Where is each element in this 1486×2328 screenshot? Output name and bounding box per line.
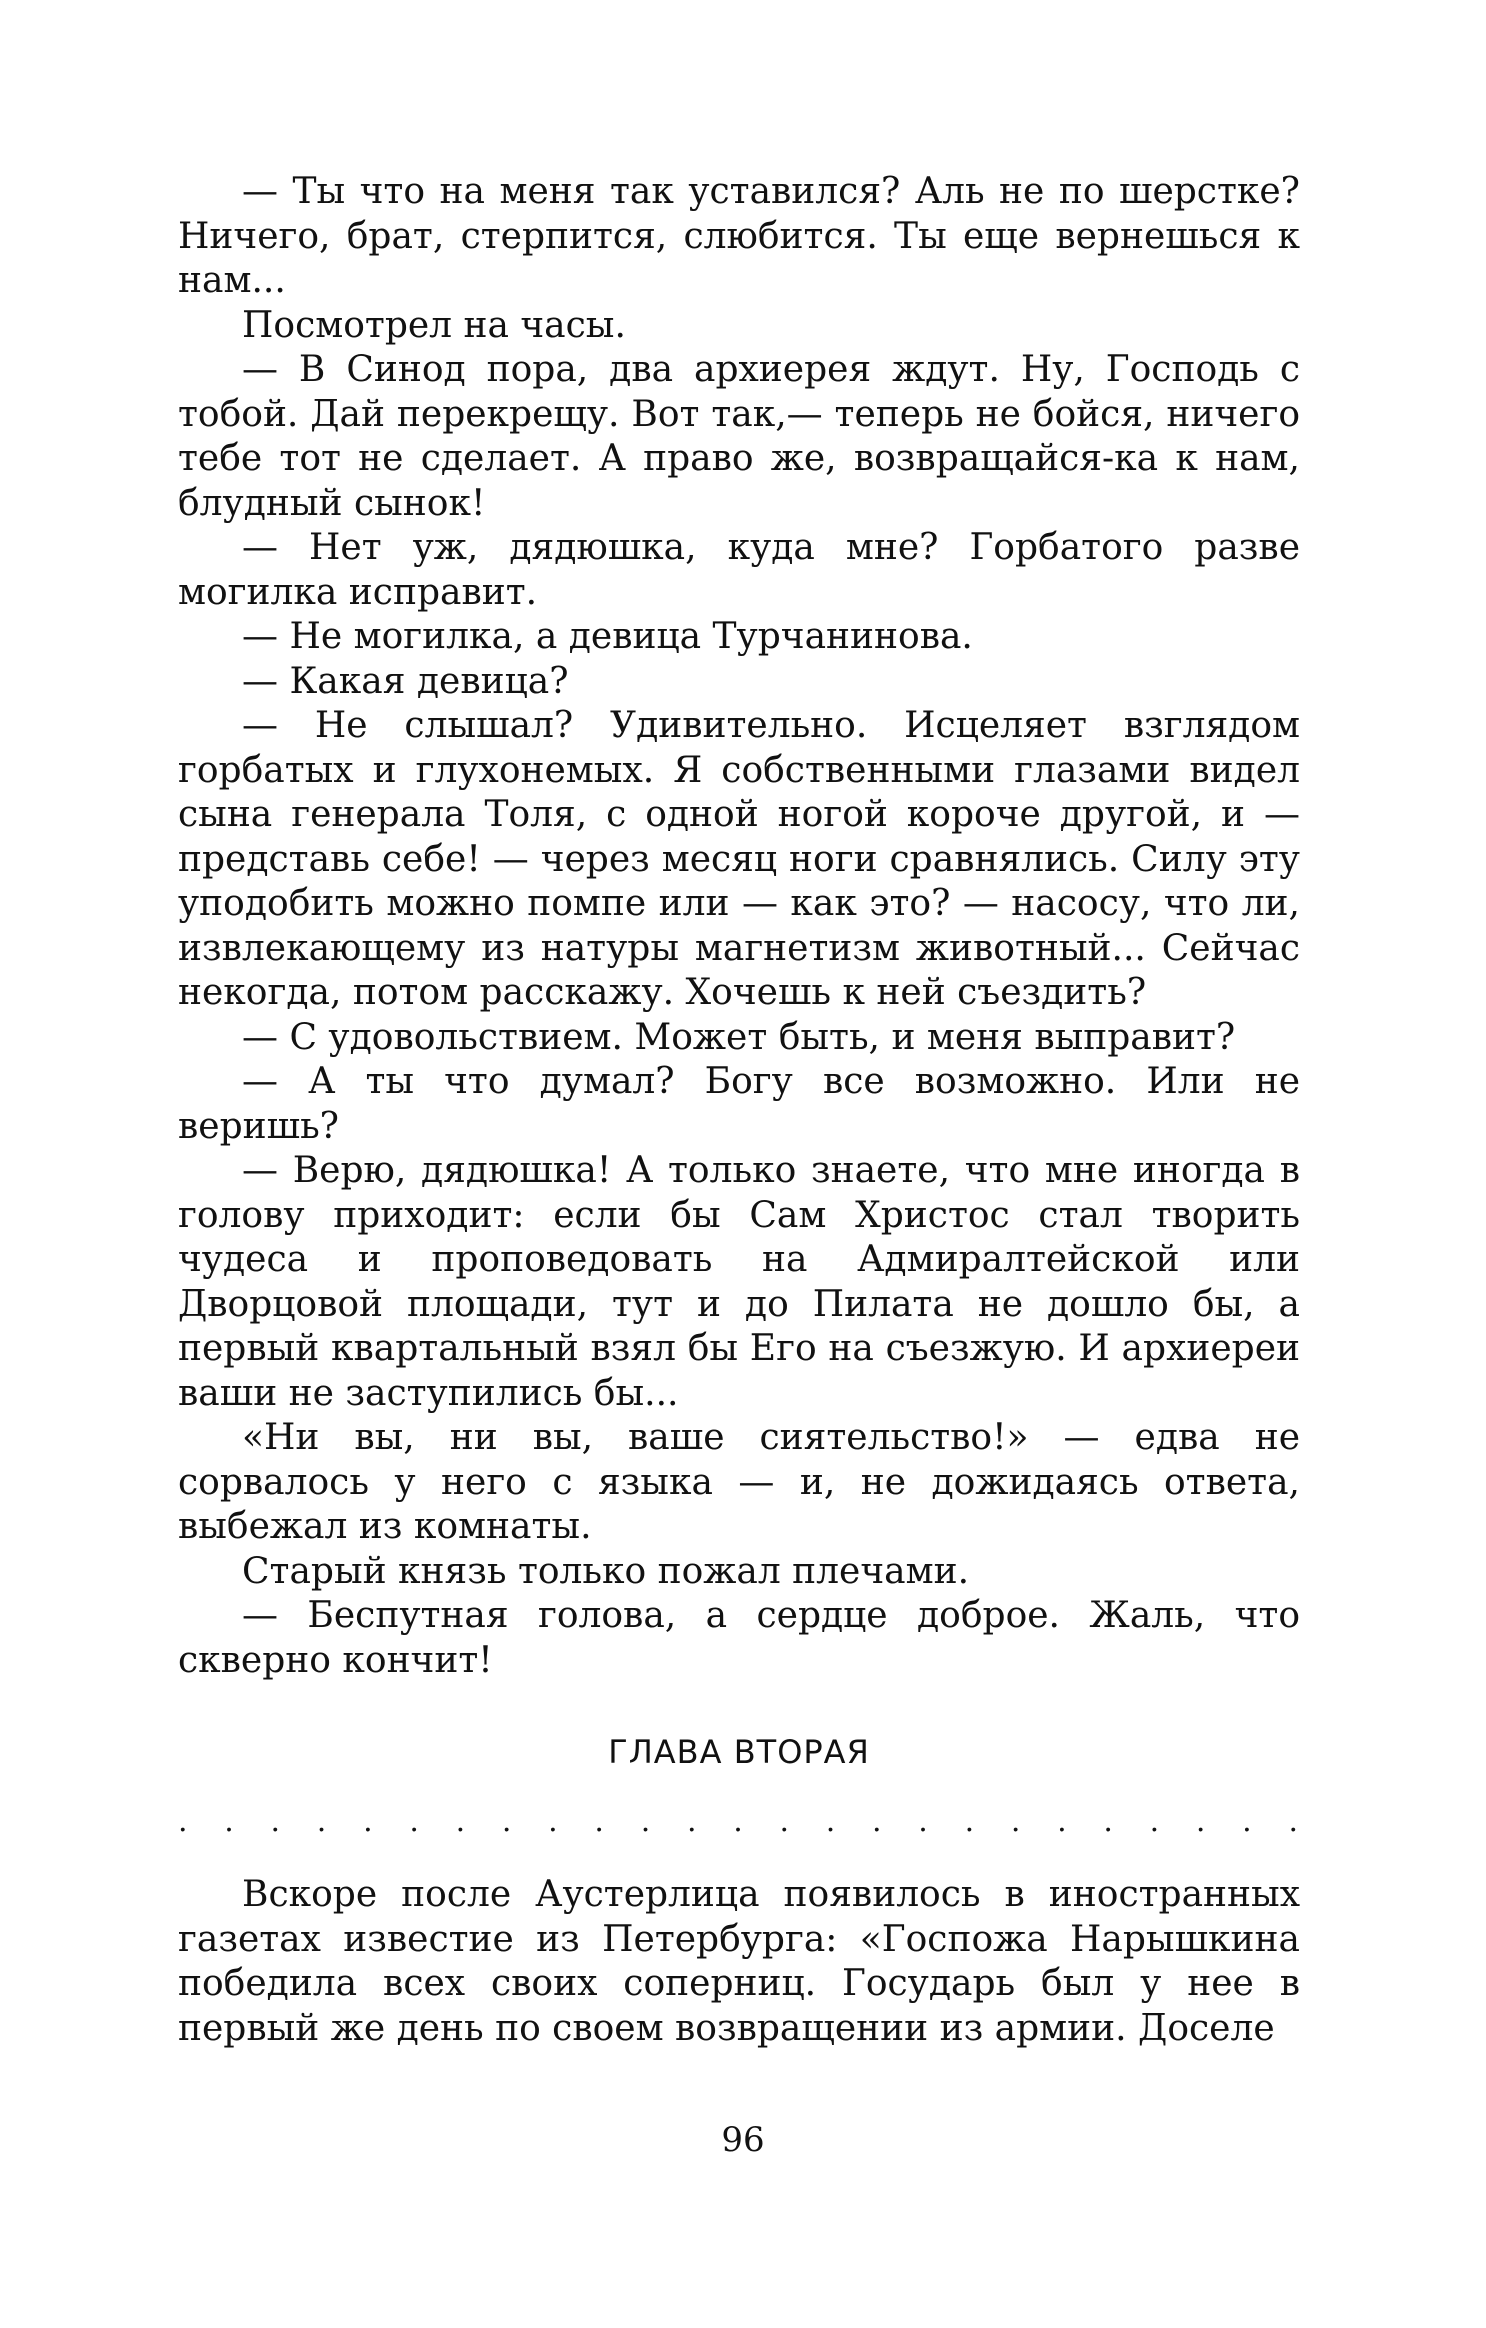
paragraph: — А ты что думал? Богу все возможно. Или не веришь?	[178, 1061, 1300, 1147]
section-separator: . . . . . . . . . . . . . . . . . . . . . . . . .	[178, 1804, 1300, 1839]
chapter-title: ГЛАВА ВТОРАЯ	[608, 1733, 870, 1771]
paragraph: Вскоре после Аустерлица появилось в иностранных газетах известие из Петербурга: «Госпожа Нарышкина победила всех своих соперниц. Государь был у нее в первый же день по своем возвращении из армии. Доселе	[178, 1874, 1300, 2049]
paragraph: — Верю, дядюшка! А только знаете, что мне иногда в голову приходит: если бы Сам Христос стал творить чудеса и проповедовать на Адмиралтейской или Дворцовой площади, тут и до Пилата не дошло бы, а первый квартальный взял бы Его на съезжую. И архиереи ваши не заступились бы...	[178, 1150, 1300, 1414]
paragraph: Старый князь только пожал плечами.	[242, 1550, 970, 1592]
paragraph: «Ни вы, ни вы, ваше сиятельство!» — едва не сорвалось у него с языка — и, не дожидаясь ответа, выбежал из комнаты.	[178, 1417, 1300, 1547]
text-block-bottom	[178, 1873, 1300, 2051]
text-block-top	[178, 170, 1300, 1683]
paragraph: — Беспутная голова, а сердце доброе. Жаль, что скверно кончит!	[178, 1595, 1300, 1681]
paragraph: — Не слышал? Удивительно. Исцеляет взглядом горбатых и глухонемых. Я собственными глазами видел сына генерала Толя, с одной ногой короче другой, и — представь себе! — через месяц ноги сравнялись. Силу эту уподобить можно помпе или — как это? — насосу, что ли, извлекающему из натуры магнетизм животный... Сейчас некогда, потом расскажу. Хочешь к ней съездить?	[178, 705, 1300, 1013]
paragraph: — В Синод пора, два архиерея ждут. Ну, Господь с тобой. Дай перекрещу. Вот так,— теперь не бойся, ничего тебе тот не сделает. А право же, возвращайся-ка к нам, блудный сынок!	[178, 349, 1300, 524]
paragraph: — Не могилка, а девица Турчанинова.	[242, 616, 973, 657]
paragraph: — Какая девица?	[242, 660, 569, 702]
paragraph: — Ты что на меня так уставился? Аль не по шерстке? Ничего, брат, стерпится, слюбится. Ты еще вернешься к нам...	[178, 171, 1300, 301]
paragraph: — С удовольствием. Может быть, и меня выправит?	[242, 1016, 1236, 1058]
paragraph: — Нет уж, дядюшка, куда мне? Горбатого разве могилка исправит.	[178, 527, 1300, 613]
page-body	[178, 170, 1300, 2051]
paragraph: Посмотрел на часы.	[242, 304, 626, 346]
page-number: 96	[721, 2120, 765, 2160]
